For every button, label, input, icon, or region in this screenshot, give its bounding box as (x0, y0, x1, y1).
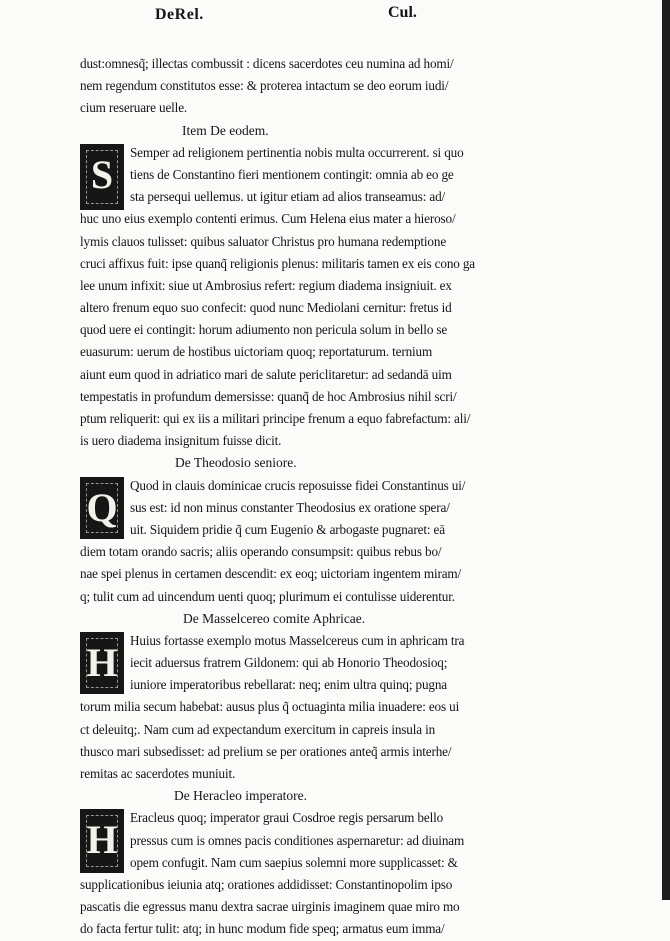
text-line: torum milia secum habebat: ausus plus q̃ octuaginta milia inuadere: eos ui (80, 699, 460, 715)
text-line: lymis clauos tulisset: quibus saluator Christus pro humana redemptione (80, 233, 447, 249)
text-line: iecit aduersus fratrem Gildonem: qui ab Honorio Theodosioq; (130, 655, 448, 671)
illuminated-initial: H (80, 632, 124, 694)
text-line: is uero diadema insignitum fuisse dicit. (80, 433, 282, 449)
text-line: tiens de Constantino fieri mentionem contingit: omnia ab eo ge (130, 166, 454, 182)
paragraph-masselcereus (80, 630, 550, 785)
section-heading: De Masselcereo comite Aphricae. (183, 610, 366, 626)
text-line: sus est: id non minus constanter Theodosius ex oratione spera/ (130, 499, 450, 515)
text-line: opem confugit. Nam cum saepius solemni more supplicasset: & (130, 854, 458, 870)
text-line: lee unum infixit: siue ut Ambrosius refert: regium diadema insigniuit. ex (80, 277, 452, 293)
paragraph-heraclius (80, 807, 550, 940)
text-line: supplicationibus ieiunia atq; orationes addidisset: Constantinopolim ipso (80, 876, 453, 892)
section-heading: De Heracleo imperatore. (174, 788, 308, 804)
text-line: tempestatis in profundum demersisse: quanq̃ de hoc Ambrosius nihil scri/ (80, 388, 457, 404)
text-line: nae spei plenus in certamen descendit: ex eoq; uictoriam ingentem miram/ (80, 566, 462, 582)
text-line: Semper ad religionem pertinentia nobis multa occurrerent. si quo (130, 144, 464, 160)
text-line: altero frenum equo suo confecit: quod nunc Mediolani cernitur: fretus id (80, 300, 452, 316)
text-line: pressus cum is omnes pacis conditiones aspernaretur: ad diuinam (130, 832, 465, 848)
text-line: aiunt eum quod in adriatico mari de salute periclitaretur: ad sedandā uim (80, 366, 452, 382)
text-line: cruci affixus fuit: ipse quanq̃ religionis plenus: militaris tamen ex eis cono ga (80, 255, 476, 271)
text-line: Quod in clauis dominicae crucis reposuisse fidei Constantinus ui/ (130, 477, 466, 493)
text-line: thusco mari subsedisset: ad prelium se per orationes anteq̃ armis interhe/ (80, 743, 452, 759)
running-head-left: DeRel. (155, 6, 204, 23)
running-head-right: Cul. (388, 4, 417, 21)
text-line: ptum reliquerit: qui ex iis a militari principe frenum a equo fabrefactum: ali/ (80, 411, 471, 426)
text-line: cium reseruare uelle. (80, 100, 188, 116)
body-text (80, 53, 550, 941)
text-line: Eracleus quoq; imperator graui Cosdroe regis persarum bello (130, 810, 444, 826)
paragraph-constantine (80, 142, 550, 453)
text-line: remitas ac sacerdotes muniuit. (80, 766, 236, 781)
illuminated-initial: S (80, 144, 124, 210)
text-line: do facta fertur tulit: atq; in hunc modum fide speq; armatus eum imma/ (80, 921, 445, 937)
text-line: uit. Siquidem pridie q̃ cum Eugenio & arbogaste pugnaret: eā (130, 521, 445, 537)
text-line: dust:omnesq̃; illectas combussit : dicens sacerdotes ceu numina ad homi/ (80, 56, 454, 71)
text-line: q; tulit cum ad uincendum uenti quoq; plurimum ei contulisse uiderentur. (80, 588, 455, 604)
section-heading: Item De eodem. (182, 122, 269, 138)
text-line: pascatis die egressus manu dextra sacrae uirginis imaginem quae miro mo (80, 899, 460, 915)
text-line: quod uere ei contingit: horum adiumento non pericula solum in bello se (80, 322, 448, 338)
text-line: Huius fortasse exemplo motus Masselcereus cum in aphricam tra (130, 632, 465, 648)
page-edge-shadow (662, 0, 670, 900)
text-line: nem regendum constitutos esse: & proterea intactum se deo eorum iudi/ (80, 78, 449, 94)
section-heading: De Theodosio seniore. (175, 455, 297, 471)
illuminated-initial: Q (80, 477, 124, 539)
text-line: iuniore imperatoribus rebellarat: neq; enim ultra quinq; pugna (130, 677, 447, 693)
text-line: ct deleuitq;. Nam cum ad expectandum exercitum in capreis insula in (80, 721, 436, 737)
illuminated-initial: H (80, 809, 124, 873)
text-line: sta persequi uellemus. ut igitur etiam ad alios transeamus: ad/ (130, 189, 446, 205)
text-line: huc uno eius exemplo contenti erimus. Cum Helena eius mater a hieroso/ (80, 211, 456, 227)
paragraph-theodosius (80, 475, 550, 608)
text-line: diem totam orando sacris; aliis operando consumpsit: quibus rebus bo/ (80, 544, 442, 560)
text-line: euasurum: uerum de hostibus uictoriam quoq; reportaturum. ternium (80, 344, 433, 360)
